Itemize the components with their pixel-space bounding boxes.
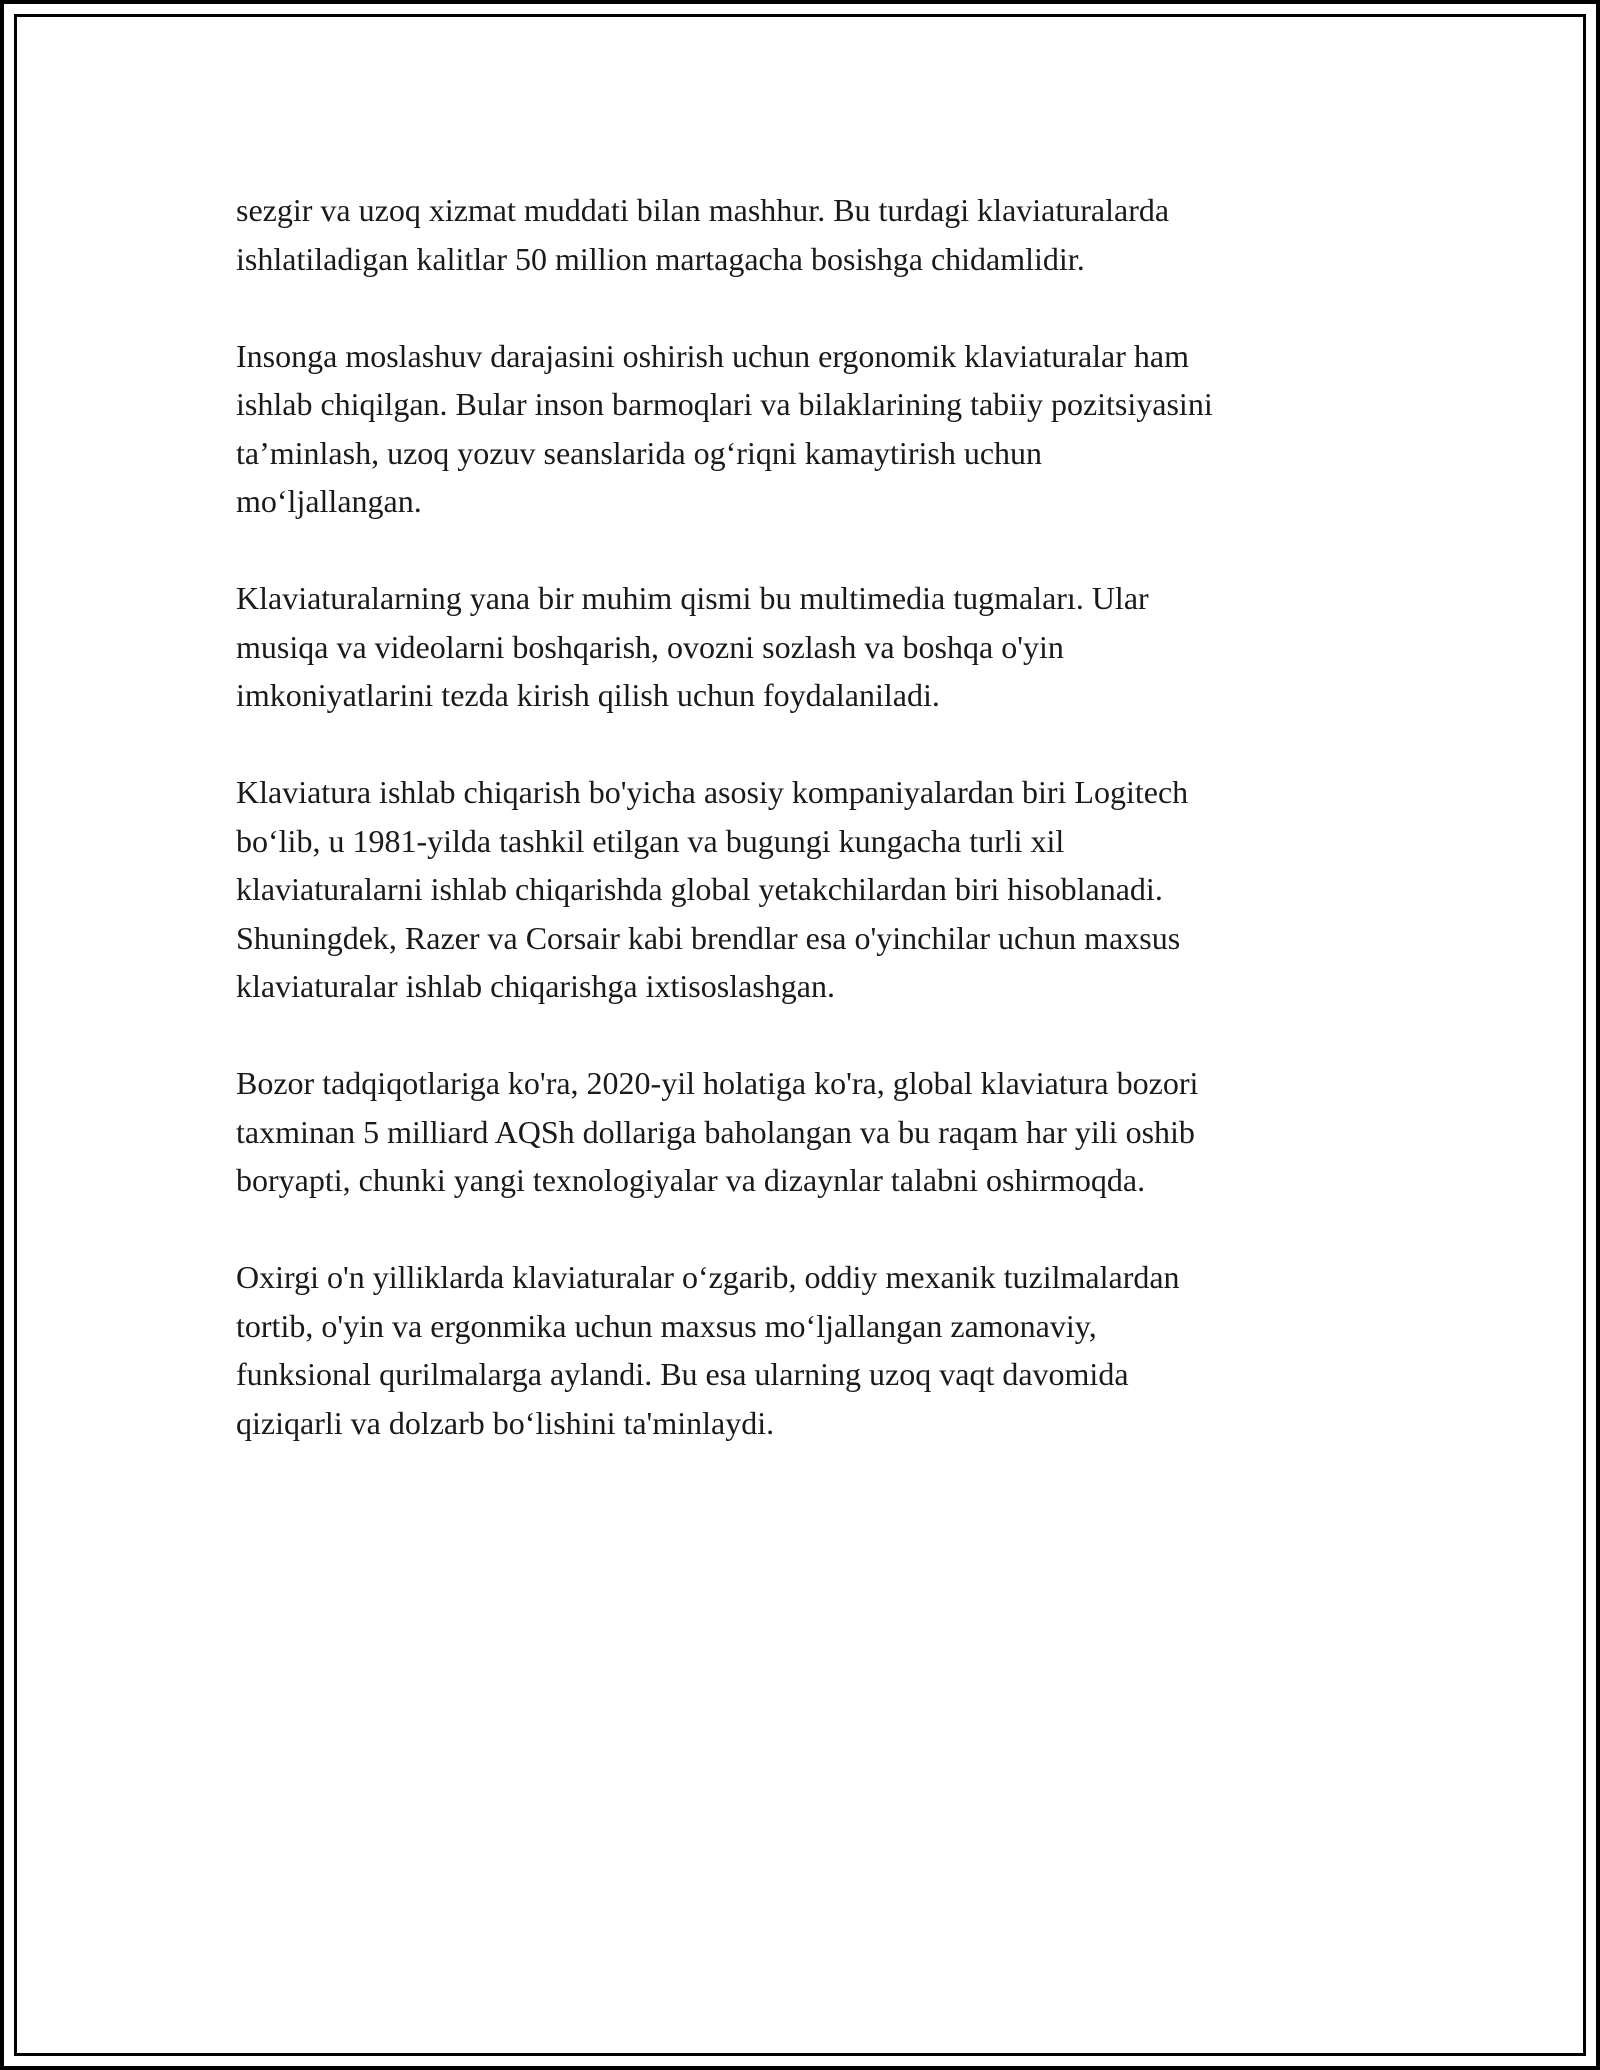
document-body bbox=[236, 186, 1376, 1496]
paragraph-3: Klaviaturalarning yana bir muhim qismi bu multimedia tugmaları. Ular musiqa va videolarni boshqarish, ovozni sozlash va boshqa o'yin imkoniyatlarini tezda kirish qilish uchun foydalaniladi. bbox=[236, 580, 1149, 713]
paragraph-5: Bozor tadqiqotlariga ko'ra, 2020-yil holatiga ko'ra, global klaviatura bozori taxminan 5 milliard AQSh dollariga baholangan va bu raqam har yili oshib boryapti, chunki yangi texnologiyalar va dizaynlar talabni oshirmoqda. bbox=[236, 1065, 1199, 1198]
paragraph-1: sezgir va uzoq xizmat muddati bilan mashhur. Bu turdagi klaviaturalarda ishlatiladigan kalitlar 50 million martagacha bosishga chidamlidir. bbox=[236, 192, 1170, 277]
paragraph-2: Insonga moslashuv darajasini oshirish uchun ergonomik klaviaturalar ham ishlab chiqilgan. Bular inson barmoqlari va bilaklarining tabiiy pozitsiyasini ta’minlash, uzoq yozuv seanslarida og‘riqni kamaytirish uchun mo‘ljallangan. bbox=[236, 337, 1213, 519]
paragraph-6: Oxirgi o'n yilliklarda klaviaturalar o‘zgarib, oddiy mexanik tuzilmalardan tortib, o'yin va ergonmika uchun maxsus mo‘ljallangan zamonaviy, funksional qurilmalarga aylandi. Bu esa ularning uzoq vaqt davomida qiziqarli va dolzarb bo‘lishini ta'minlaydi. bbox=[236, 1259, 1180, 1441]
paragraph-4: Klaviatura ishlab chiqarish bo'yicha asosiy kompaniyalardan biri Logitech bo‘lib, u 1981-yilda tashkil etilgan va bugungi kungacha turli xil klaviaturalarni ishlab chiqarishda global yetakchilardan biri hisoblanadi. Shuningdek, Razer va Corsair kabi brendlar esa o'yinchilar uchun maxsus klaviaturalar ishlab chiqarishga ixtisoslashgan. bbox=[236, 774, 1189, 1004]
